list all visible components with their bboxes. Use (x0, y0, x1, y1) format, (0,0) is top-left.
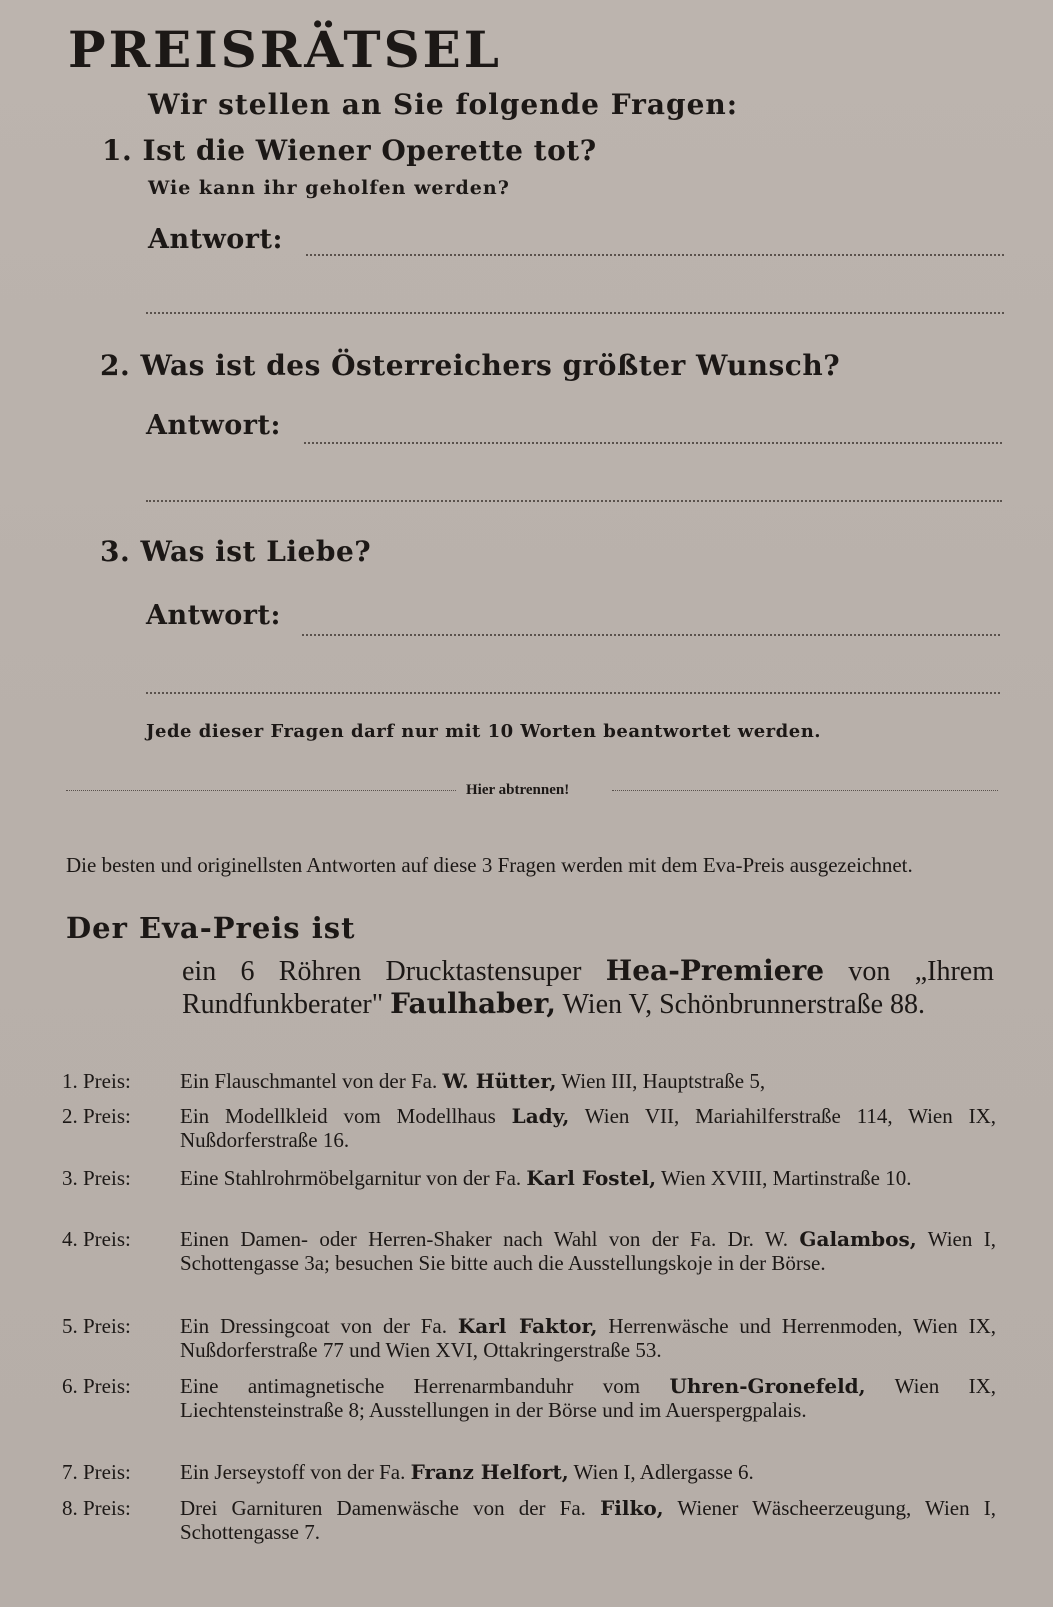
sponsor-name: Karl Faktor, (457, 1314, 598, 1338)
prize-label: 8. Preis: (62, 1496, 131, 1520)
sponsor-name: W. Hütter, (442, 1069, 557, 1093)
answer-label: Antwort: (148, 224, 283, 255)
main-prize-text: von „Ihrem Rundfunkberater" (182, 956, 994, 1020)
question-1 (102, 134, 597, 167)
answer-line-2b[interactable] (146, 500, 1002, 502)
prize-text: Ein Flauschmantel von der Fa. W. Hütter, Wien III, Hauptstraße 5, (180, 1069, 766, 1093)
prize-text: Eine antimagnetische Herrenarmbanduhr vom Uhren-Gronefeld, Wien IX, Liechtensteinstraße 8; Ausstellungen in der Börse und im Auerspergpalais. (180, 1374, 996, 1422)
prize-label: 1. Preis: (62, 1069, 131, 1093)
prize-label: 4. Preis: (62, 1227, 131, 1251)
sponsor-name: Galambos, (799, 1227, 917, 1251)
question-number: 3. (100, 535, 131, 568)
sponsor-name: Uhren-Gronefeld, (669, 1374, 866, 1398)
contest-description: Die besten und originellsten Antworten auf diese 3 Fragen werden mit dem Eva-Preis ausgezeichnet. (66, 853, 913, 877)
cut-line-label: Hier abtrennen! (466, 782, 570, 798)
main-prize-text: ein 6 Röhren Drucktastensuper (182, 956, 606, 987)
sponsor-name: Lady, (511, 1104, 570, 1128)
sponsor-name: Filko, (600, 1496, 664, 1520)
main-prize-address: Wien V, Schönbrunnerstraße 88. (555, 989, 926, 1020)
question-1-subtext: Wie kann ihr geholfen werden? (148, 177, 510, 199)
answer-line-1b[interactable] (146, 312, 1004, 314)
main-prize-product: Hea-Premiere (605, 954, 825, 987)
cut-line-left (66, 790, 456, 791)
question-number: 1. (102, 134, 133, 167)
question-text: Ist die Wiener Operette tot? (142, 134, 597, 167)
question-text: Was ist des Österreichers größter Wunsch? (140, 349, 841, 382)
question-3 (100, 535, 371, 568)
sponsor-name: Franz Helfort, (410, 1460, 569, 1484)
question-text: Was ist Liebe? (140, 535, 372, 568)
prize-label: 6. Preis: (62, 1374, 131, 1398)
answer-line-3b[interactable] (146, 692, 1000, 694)
prize-label: 3. Preis: (62, 1166, 131, 1190)
main-prize (182, 955, 994, 1021)
page-title: PREISRÄTSEL (68, 20, 502, 79)
main-prize-sponsor: Faulhaber, (390, 987, 556, 1020)
cut-line-right (612, 790, 998, 791)
question-2 (100, 349, 840, 382)
prize-label: 2. Preis: (62, 1104, 131, 1128)
intro-heading: Wir stellen an Sie folgende Fragen: (148, 88, 739, 121)
eva-prize-heading: Der Eva-Preis ist (66, 911, 356, 945)
answer-line-3a[interactable] (302, 634, 1000, 636)
answer-line-1a[interactable] (306, 254, 1004, 256)
answer-label: Antwort: (146, 410, 281, 441)
prize-label: 7. Preis: (62, 1460, 131, 1484)
prize-text: Einen Damen- oder Herren-Shaker nach Wahl von der Fa. Dr. W. Galambos, Wien I, Schottengasse 3a; besuchen Sie bitte auch die Ausstellungskoje in der Börse. (180, 1227, 997, 1275)
prize-text: Eine Stahlrohrmöbelgarnitur von der Fa. Karl Fostel, Wien XVIII, Martinstraße 10. (180, 1166, 912, 1190)
prize-text: Ein Jerseystoff von der Fa. Franz Helfort, Wien I, Adlergasse 6. (180, 1460, 754, 1484)
answer-line-2a[interactable] (304, 442, 1002, 444)
rule-note: Jede dieser Fragen darf nur mit 10 Worten beantwortet werden. (146, 721, 822, 742)
prize-text: Ein Dressingcoat von der Fa. Karl Faktor, Herrenwäsche und Herrenmoden, Wien IX, Nußdorferstraße 77 und Wien XVI, Ottakringerstraße 53. (180, 1314, 996, 1362)
answer-label: Antwort: (146, 600, 281, 631)
prize-text: Ein Modellkleid vom Modellhaus Lady, Wien VII, Mariahilferstraße 114, Wien IX, Nußdorferstraße 16. (180, 1104, 996, 1152)
question-number: 2. (100, 349, 131, 382)
prize-text: Drei Garnituren Damenwäsche von der Fa. Filko, Wiener Wäscheerzeugung, Wien I, Schottengasse 7. (180, 1496, 996, 1544)
sponsor-name: Karl Fostel, (526, 1166, 657, 1190)
prize-label: 5. Preis: (62, 1314, 131, 1338)
